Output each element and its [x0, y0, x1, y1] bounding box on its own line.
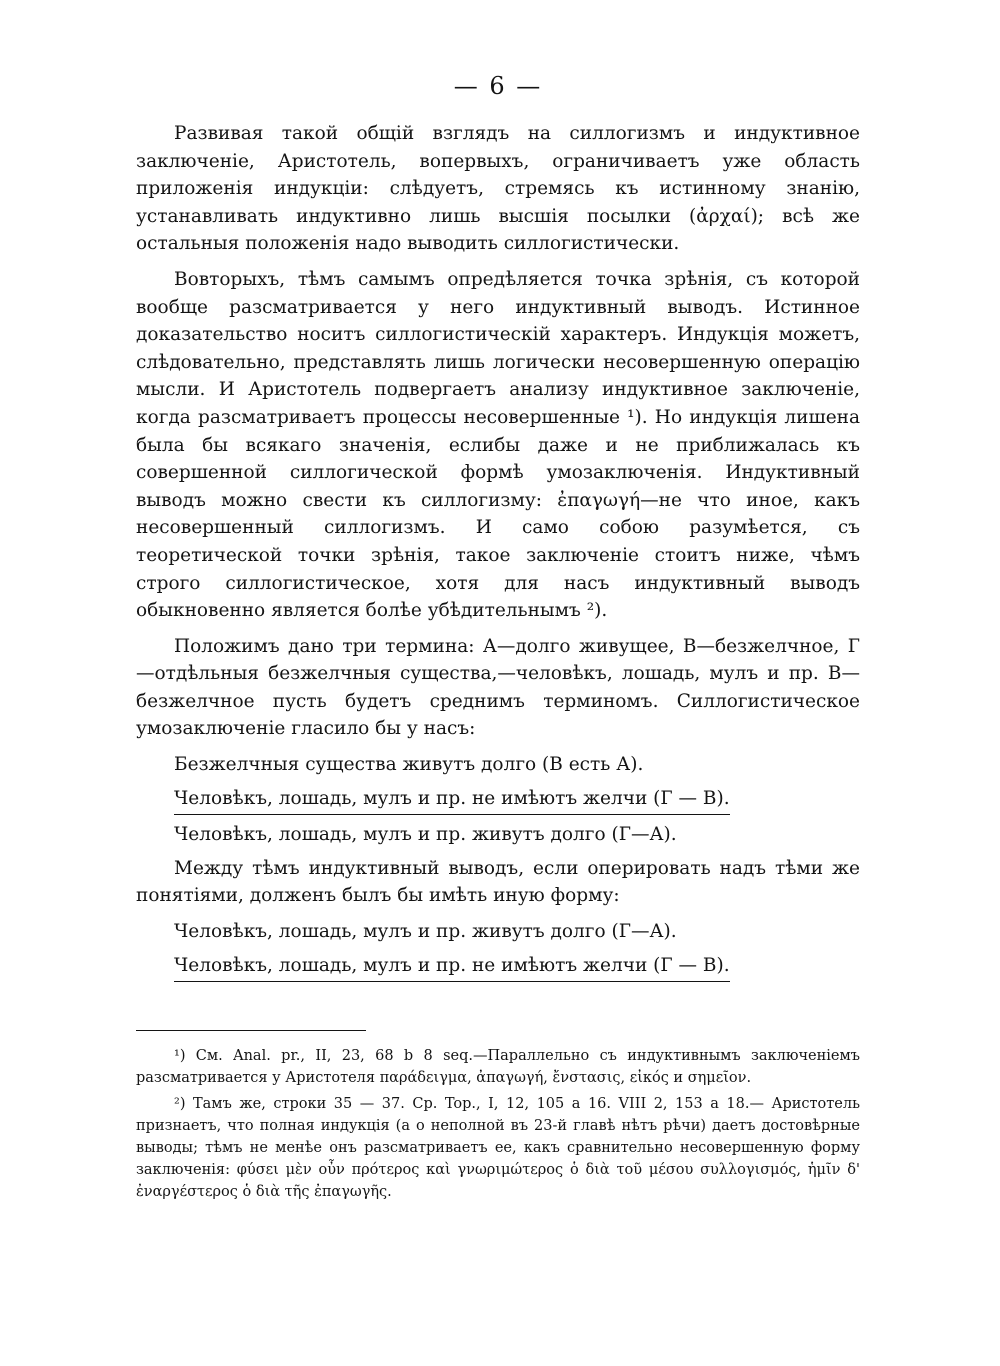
paragraph-3: Положимъ дано три термина: А—долго живущее, В—безжелчное, Г—отдѣльныя безжелчныя существа,—человѣкъ, лошадь, мулъ и пр. В—безжелчное пусть будетъ среднимъ терминомъ. Силлогистическое умозаключеніе гласило бы у насъ: — [136, 635, 860, 740]
syllogism-minor-premise-wrap — [136, 785, 860, 816]
paragraph-4: Между тѣмъ индуктивный выводъ, если оперировать надъ тѣми же понятіями, долженъ былъ бы имѣть иную форму: — [136, 857, 860, 907]
induction-premise-2-wrap — [136, 952, 860, 983]
syllogism-deductive — [136, 751, 860, 849]
induction-premise-2: Человѣкъ, лошадь, мулъ и пр. не имѣютъ желчи (Г — В). — [174, 952, 730, 983]
paragraph-2: Вовторыхъ, тѣмъ самымъ опредѣляется точка зрѣнія, съ которой вообще разсматривается у него индуктивный выводъ. Истинное доказательство носитъ силлогистическій характеръ. Индукція можетъ, слѣдовательно, представлять лишь логически несовершенную операцію мысли. И Аристотель подвергаетъ анализу индуктивное заключеніе, когда разсматриваетъ процессы несовершенные ¹). Но индукція лишена была бы всякаго значенія, еслибы даже и не приближалась къ совершенной силлогической формѣ умозаключенія. Индуктивный выводъ можно свести къ силлогизму: ἐπαγωγή—не что иное, какъ несовершенный силлогизмъ. И само собою разумѣется, съ теоретической точки зрѣнія, такое заключеніе стоитъ ниже, чѣмъ строго силлогистическое, хотя для насъ индуктивный выводъ обыкновенно является болѣе убѣдительнымъ ²). — [136, 268, 860, 622]
syllogism-inductive — [136, 918, 860, 982]
paragraph-1: Развивая такой общій взглядъ на силлогизмъ и индуктивное заключеніе, Аристотель, вопервыхъ, ограничиваетъ уже область приложенія индукціи: слѣдуетъ, стремясь къ истинному знанію, устанавливать индуктивно лишь высшія посылки (ἀρχαί); всѣ же остальныя положенія надо выводить силлогистически. — [136, 123, 860, 255]
syllogism-minor-premise: Человѣкъ, лошадь, мулъ и пр. не имѣютъ желчи (Г — В). — [174, 785, 730, 816]
syllogism-conclusion: Человѣкъ, лошадь, мулъ и пр. живутъ долго (Г—А). — [174, 824, 677, 846]
footnote-2: ²) Тамъ же, строки 35 — 37. Cp. Top., I, 12, 105 a 16. VIII 2, 153 a 18.— Аристотель признаетъ, что полная индукція (а о неполной въ 23-й главѣ нѣтъ рѣчи) даетъ достовѣрные выводы; тѣмъ не менѣе онъ разсматриваетъ ее, какъ сравнительно несовершенную форму заключенія: φύσει μὲν οὖν πρότερος καὶ γνωριμώτερος ὁ διὰ τοῦ μέσου συλλογισμός, ἡμῖν δ' ἐναργέστερος ὁ διὰ τῆς ἐπαγωγῆς. — [136, 1096, 860, 1201]
page-number: — 6 — — [453, 72, 543, 100]
induction-premise-1: Человѣкъ, лошадь, мулъ и пр. живутъ долго (Г—А). — [174, 921, 677, 943]
footnote-1: ¹) См. Anal. pr., II, 23, 68 b 8 seq.—Параллельно съ индуктивнымъ заключеніемъ разсматривается у Аристотеля παράδειγμα, ἀπαγωγή, ἔνστασις, εἰκός и σημεῖον. — [136, 1048, 860, 1087]
syllogism-major-premise: Безжелчныя существа живутъ долго (В есть А). — [174, 754, 644, 776]
footnote-divider — [136, 1030, 366, 1031]
